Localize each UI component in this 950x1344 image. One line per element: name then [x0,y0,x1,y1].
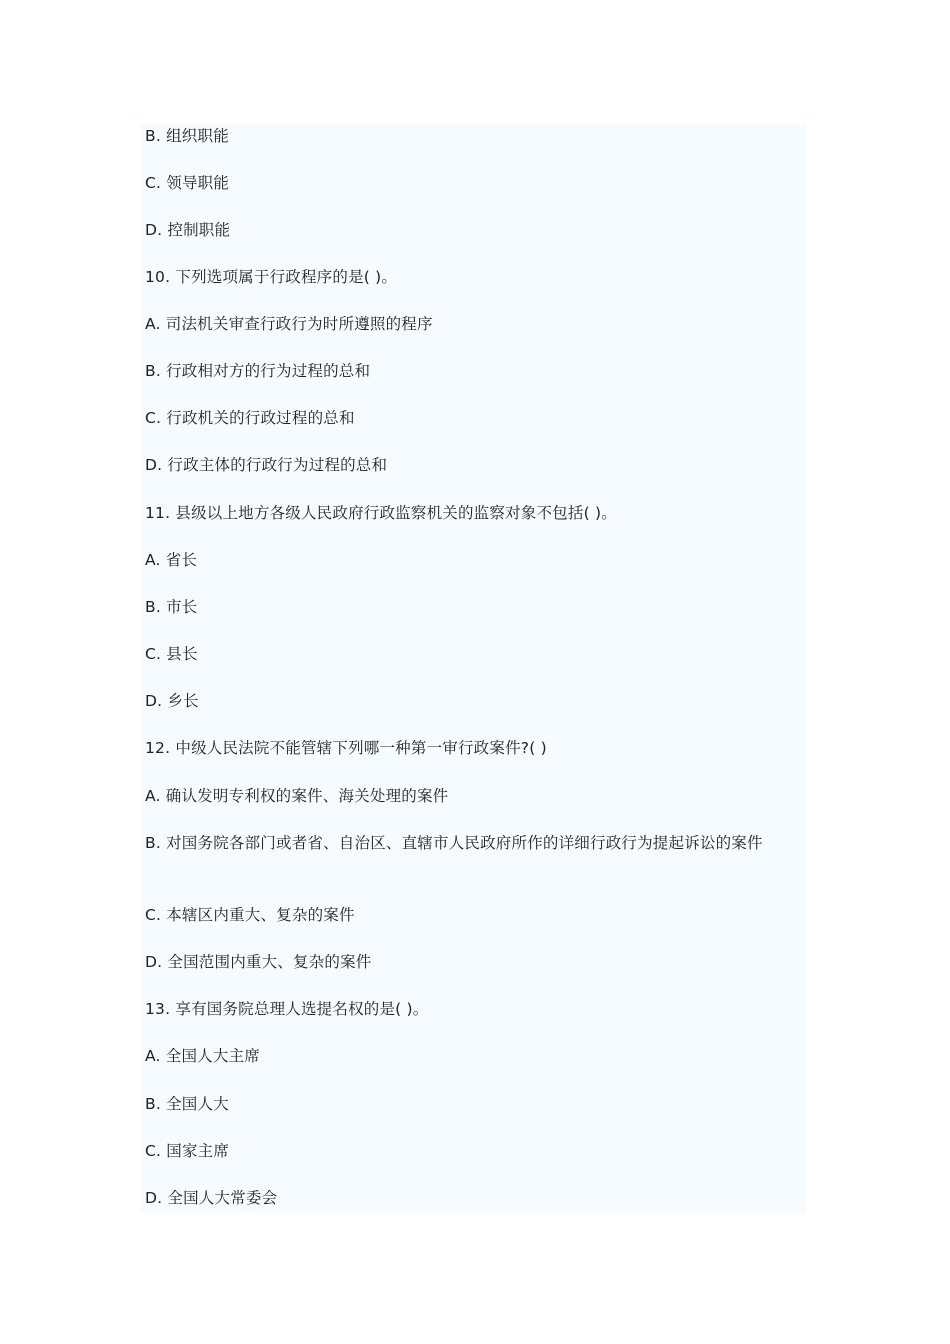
option-b-q10: B. 行政相对方的行为过程的总和 [145,362,371,380]
option-c-q10: C. 行政机关的行政过程的总和 [145,409,355,427]
document-content [141,124,806,1213]
option-c-q13: C. 国家主席 [145,1142,230,1160]
option-d-q12: D. 全国范围内重大、复杂的案件 [145,953,372,971]
option-b-q13: B. 全国人大 [145,1095,229,1113]
question-13: 13. 享有国务院总理人选提名权的是( )。 [145,1000,429,1018]
option-b-q12: B. 对国务院各部门或者省、自治区、直辖市人民政府所作的详细行政行为提起诉讼的案件 [145,834,763,852]
question-10: 10. 下列选项属于行政程序的是( )。 [145,268,398,286]
option-a-q11: A. 省长 [145,551,198,569]
option-d-q10: D. 行政主体的行政行为过程的总和 [145,456,388,474]
option-a-q13: A. 全国人大主席 [145,1047,260,1065]
option-d-q13: D. 全国人大常委会 [145,1189,278,1207]
option-b-q11: B. 市长 [145,598,198,616]
option-b-q9: B. 组织职能 [145,127,229,145]
option-d-q11: D. 乡长 [145,692,199,710]
option-c-q9: C. 领导职能 [145,174,230,192]
option-a-q12: A. 确认发明专利权的案件、海关处理的案件 [145,787,449,805]
option-c-q11: C. 县长 [145,645,198,663]
option-d-q9: D. 控制职能 [145,221,231,239]
option-a-q10: A. 司法机关审查行政行为时所遵照的程序 [145,315,433,333]
question-12: 12. 中级人民法院不能管辖下列哪一种第一审行政案件?( ) [145,739,547,757]
question-11: 11. 县级以上地方各级人民政府行政监察机关的监察对象不包括( )。 [145,504,617,522]
option-c-q12: C. 本辖区内重大、复杂的案件 [145,906,355,924]
